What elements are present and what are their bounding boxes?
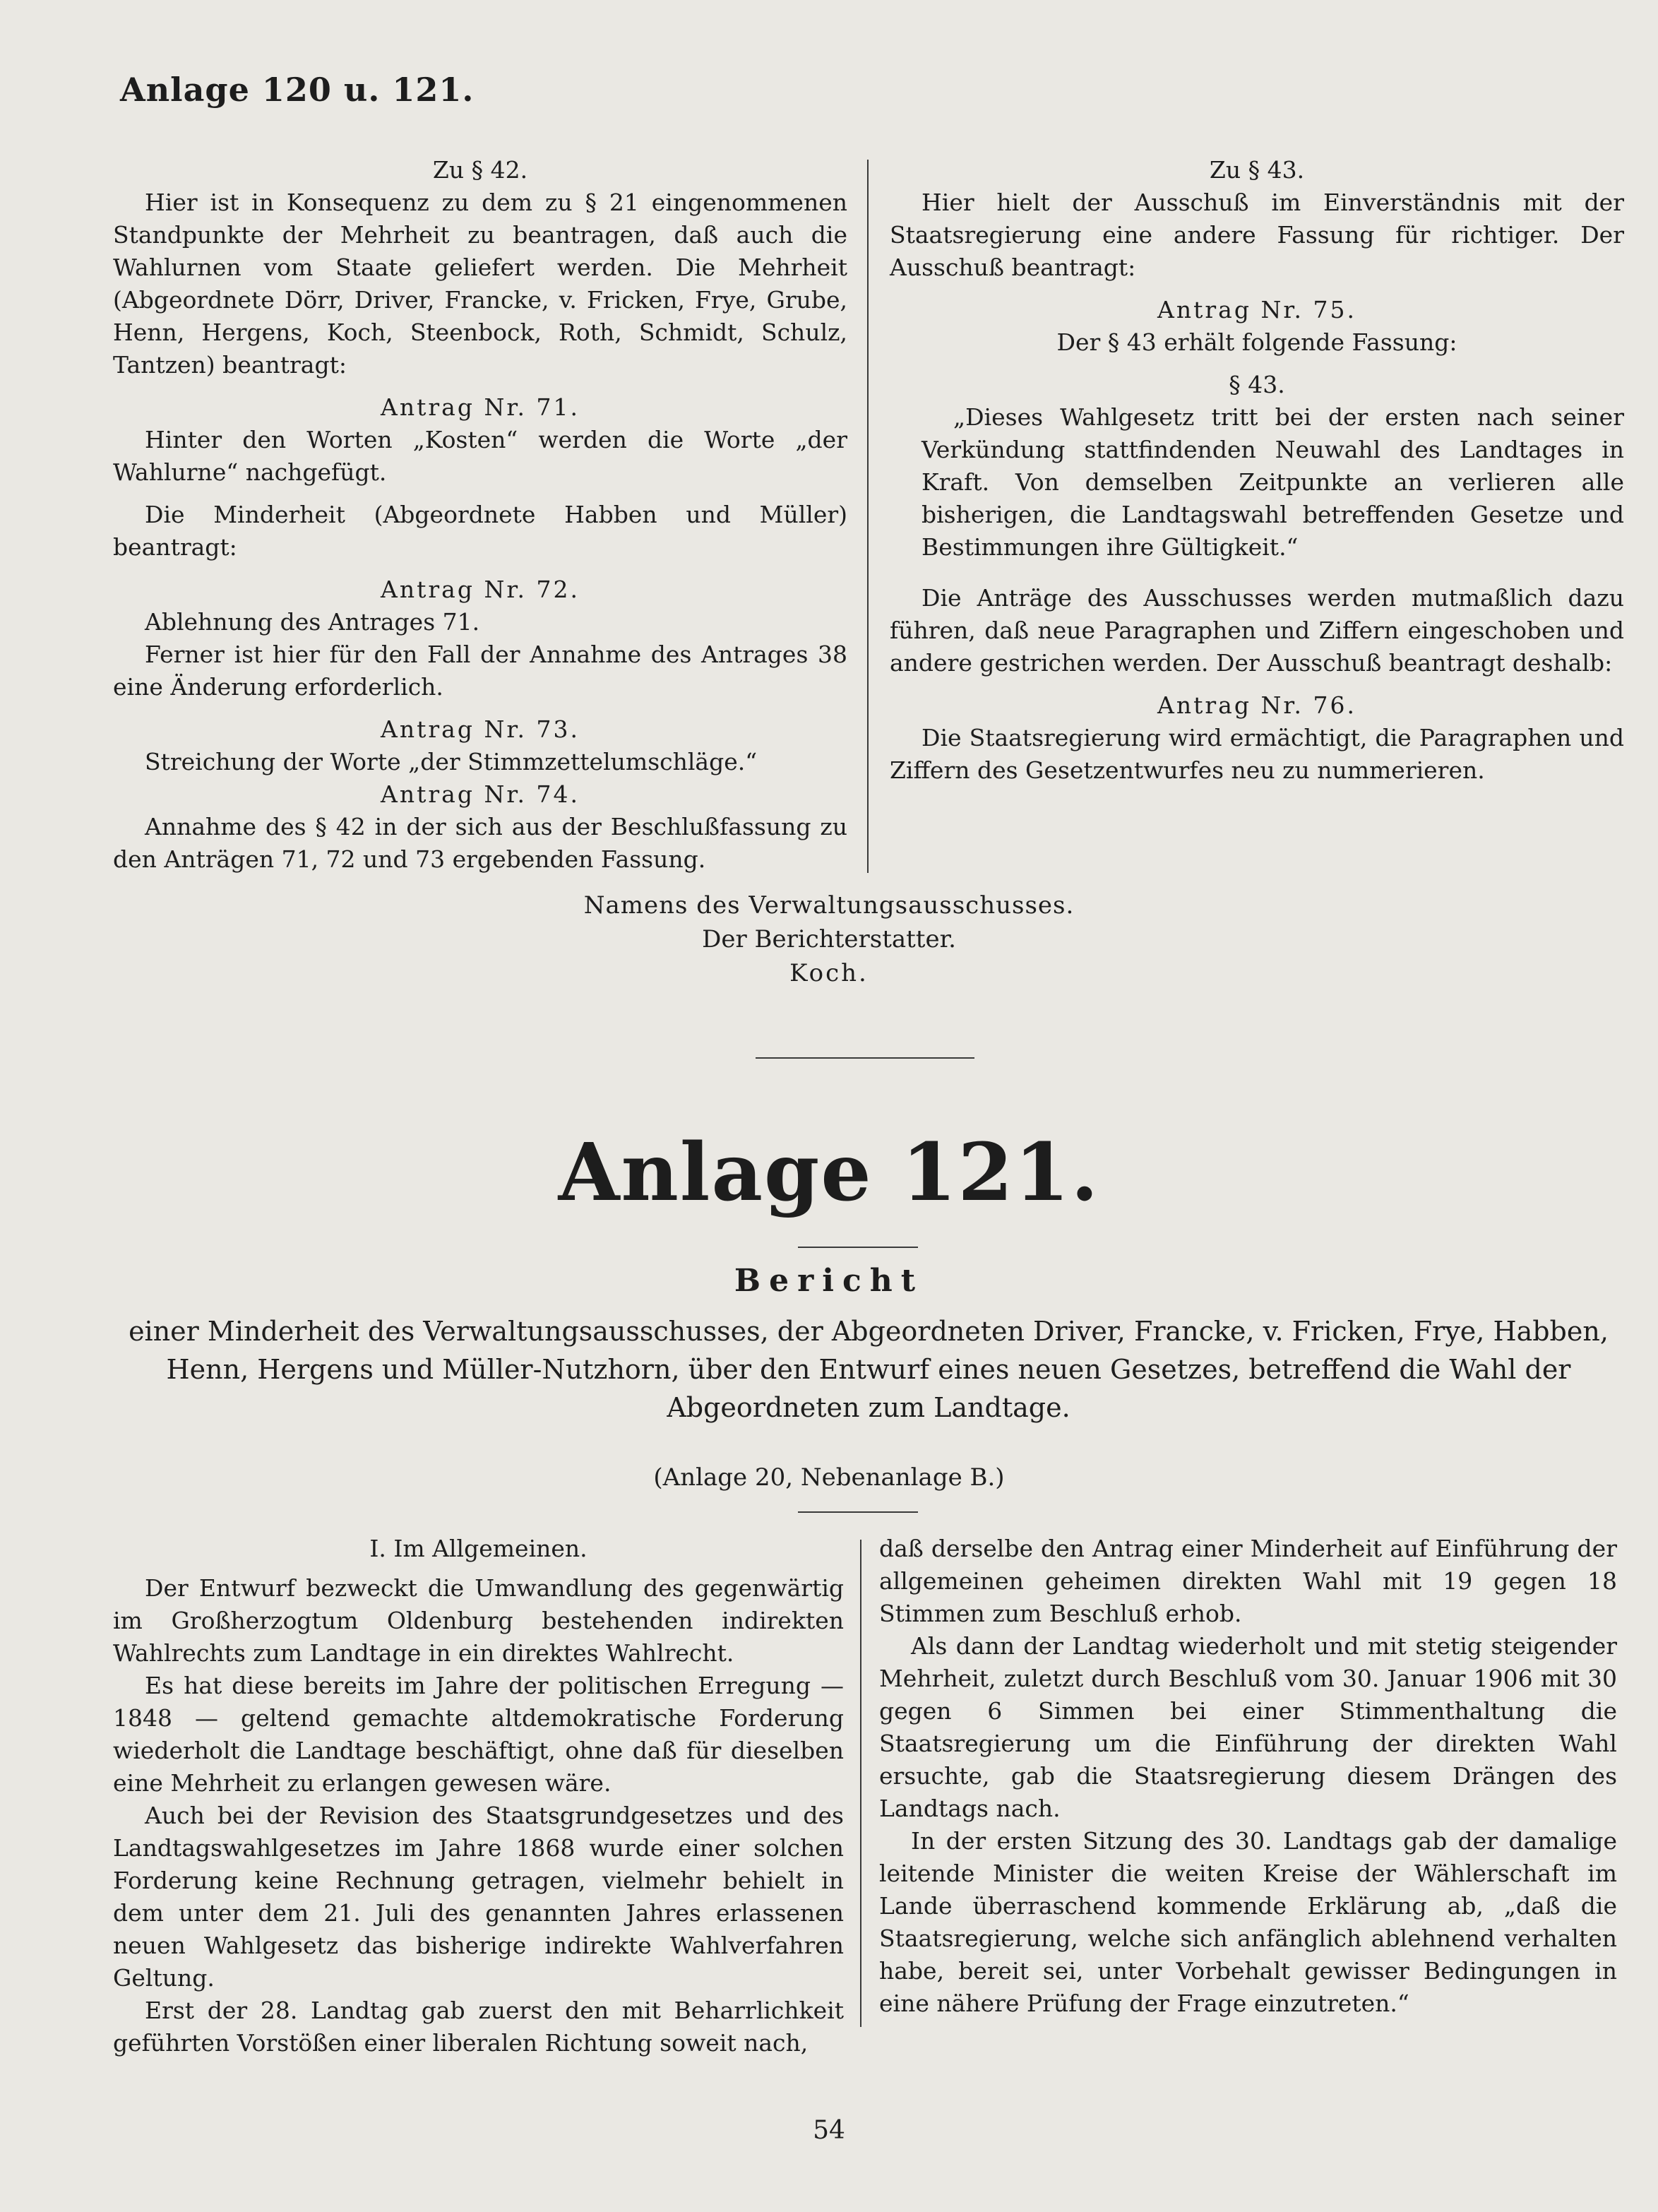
quoted-law-text: „Dieses Wahlgesetz tritt bei der ersten nach seiner Verkündung stattfindenden Neuwahl des Landtages in Kraft. Von demselben Zeitpunkte an verlieren alle bisherigen, die Landtagswahl betreffenden Gesetze und Bestimmungen ihre Gültigkeit.“: [922, 403, 1624, 561]
paragraph: Die Minderheit (Abgeordnete Habben und Müller) beantragt:: [113, 501, 847, 561]
paragraph: Hier hielt der Ausschuß im Einverständnis mit der Staatsregierung eine andere Fassung für richtiger. Der Ausschuß beantragt:: [890, 189, 1624, 281]
motion-number: Antrag Nr. 76.: [1157, 691, 1356, 719]
column-divider: [867, 160, 869, 873]
motion-number: Antrag Nr. 72.: [381, 576, 580, 603]
paragraph: Die Anträge des Ausschusses werden mutmaßlich dazu führen, daß neue Paragraphen und Ziffern eingeschoben und andere gestrichen werden. Der Ausschuß beantragt deshalb:: [890, 584, 1624, 677]
signature-block: [0, 888, 1658, 990]
page-number: 54: [813, 2116, 845, 2145]
separator-rule: [798, 1247, 918, 1248]
column-left-top: [113, 154, 847, 876]
motion-text: Ablehnung des Antrages 71.: [145, 608, 480, 636]
paragraph: Der Entwurf bezweckt die Umwandlung des gegenwärtig im Großherzogtum Oldenburg bestehenden indirekten Wahlrechts zum Landtage in ein direktes Wahlrecht.: [113, 1574, 844, 1667]
paragraph-number: § 43.: [1229, 371, 1285, 398]
report-subtitle: einer Minderheit des Verwaltungsausschusses, der Abgeordneten Driver, Francke, v. Fricken, Frye, Habben, Henn, Hergens und Müller-Nutzhorn, über den Entwurf eines neuen Gesetzes, betreffend die Wahl der Abgeordneten zum Landtage.: [129, 1316, 1609, 1423]
section-heading: I. Im Allgemeinen.: [369, 1535, 588, 1562]
motion-text: Die Staatsregierung wird ermächtigt, die Paragraphen und Ziffern des Gesetzentwurfes neu zu nummerieren.: [890, 724, 1624, 784]
motion-number: Antrag Nr. 74.: [381, 780, 580, 808]
signature-name: Koch.: [789, 959, 869, 987]
paragraph: daß derselbe den Antrag einer Minderheit auf Einführung der allgemeinen geheimen direkten Wahl mit 19 gegen 18 Stimmen zum Beschluß erhob.: [879, 1535, 1617, 1627]
motion-text: Hinter den Worten „Kosten“ werden die Worte „der Wahlurne“ nachgefügt.: [113, 426, 847, 486]
paragraph: Ferner ist hier für den Fall der Annahme des Antrages 38 eine Änderung erforderlich.: [113, 641, 847, 701]
paragraph: Es hat diese bereits im Jahre der politischen Erregung — 1848 — geltend gemachte altdemokratische Forderung wiederholt die Landtage beschäftigt, ohne daß für dieselben eine Mehrheit zu erlangen gewesen wäre.: [113, 1672, 844, 1797]
motion-text: Annahme des § 42 in der sich aus der Beschlußfassung zu den Anträgen 71, 72 und 73 ergebenden Fassung.: [113, 813, 847, 873]
column-left-bottom: [113, 1533, 844, 2059]
paragraph: Hier ist in Konsequenz zu dem zu § 21 eingenommenen Standpunkte der Mehrheit zu beantragen, daß auch die Wahlurnen vom Staate geliefert werden. Die Mehrheit (Abgeordnete Dörr, Driver, Francke, v. Fricken, Frye, Grube, Henn, Hergens, Koch, Steenbock, Roth, Schmidt, Schulz, Tantzen) beantragt:: [113, 189, 847, 379]
paragraph: In der ersten Sitzung des 30. Landtags gab der damalige leitende Minister die weiten Kreise der Wählerschaft im Lande überraschend kommende Erklärung ab, „daß die Staatsregierung, welche sich anfänglich ablehnend verhalten habe, bereit sei, unter Vorbehalt gewisser Bedingungen in eine nähere Prüfung der Frage einzutreten.“: [879, 1827, 1617, 2017]
motion-number: Antrag Nr. 73.: [381, 715, 580, 743]
section-heading: Zu § 43.: [1209, 156, 1305, 184]
motion-text: Streichung der Worte „der Stimmzettelumschläge.“: [145, 748, 758, 775]
annex-title: Anlage 121.: [558, 1126, 1100, 1219]
section-heading: Zu § 42.: [432, 156, 528, 184]
separator-rule: [756, 1057, 974, 1059]
signature-role: Der Berichterstatter.: [702, 925, 956, 953]
paragraph: Auch bei der Revision des Staatsgrundgesetzes und des Landtagswahlgesetzes im Jahre 1868 wurde einer solchen Forderung keine Rechnung getragen, vielmehr behielt in dem unter dem 21. Juli des genannten Jahres erlassenen neuen Wahlgesetz das bisherige indirekte Wahlverfahren Geltung.: [113, 1802, 844, 1992]
motion-number: Antrag Nr. 71.: [381, 393, 580, 421]
signature-committee: Namens des Verwaltungsausschusses.: [583, 891, 1075, 920]
column-right-bottom: [879, 1533, 1617, 2020]
report-title: Bericht: [734, 1263, 924, 1299]
motion-number: Antrag Nr. 75.: [1157, 296, 1356, 323]
column-right-top: [890, 154, 1624, 787]
paragraph: Als dann der Landtag wiederholt und mit stetig steigender Mehrheit, zuletzt durch Beschluß vom 30. Januar 1906 mit 30 gegen 6 Simmen bei einer Stimmenthaltung die Staatsregierung um die Einführung der direkten Wahl ersuchte, gab die Staatsregierung diesem Drängen des Landtags nach.: [879, 1632, 1617, 1822]
separator-rule: [798, 1511, 918, 1513]
report-reference: (Anlage 20, Nebenanlage B.): [653, 1463, 1005, 1492]
column-divider: [860, 1540, 861, 2027]
motion-text: Der § 43 erhält folgende Fassung:: [1056, 328, 1457, 356]
running-header: Anlage 120 u. 121.: [120, 71, 475, 109]
paragraph: Erst der 28. Landtag gab zuerst den mit Beharrlichkeit geführten Vorstößen einer liberalen Richtung soweit nach,: [113, 1997, 844, 2057]
